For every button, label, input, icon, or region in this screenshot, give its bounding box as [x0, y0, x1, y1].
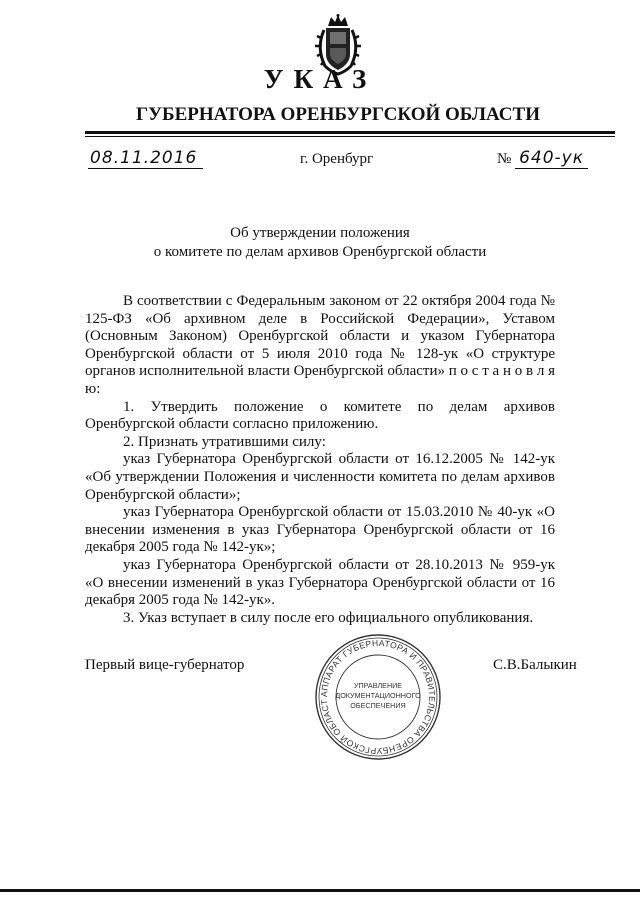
body-paragraph: указ Губернатора Оренбургской области от 16.12.2005 № 142-ук «Об утверждении Положения и численности комитета по делам архивов Оренбургской области»; [85, 451, 555, 503]
stamp-ring-text: АППАРАТ ГУБЕРНАТОРА И ПРАВИТЕЛЬСТВА ОРЕНБУРГСКОЙ ОБЛАСТ [318, 637, 438, 757]
document-date: 08.11.2016 [88, 148, 203, 169]
number-prefix: № [497, 151, 512, 167]
header-divider [85, 131, 615, 134]
stamp-center-line-3: ОБЕСПЕЧЕНИЯ [350, 701, 406, 710]
signatory-position: Первый вице-губернатор [85, 657, 245, 673]
body-paragraph: 2. Признать утратившими силу: [123, 433, 326, 450]
stamp-center-line-1: УПРАВЛЕНИЕ [353, 681, 403, 690]
body-paragraph: указ Губернатора Оренбургской области от 28.10.2013 № 959-ук «О внесении изменений в указ Губернатора Оренбургской области от 16 декабря 2005 года № 142-ук». [85, 556, 555, 609]
document-body [85, 293, 555, 627]
number-value: 640-ук [515, 148, 588, 169]
heading-line-2: о комитете по делам архивов Оренбургской области [153, 244, 487, 260]
document-title: УКАЗ [263, 64, 377, 94]
document-subtitle: ГУБЕРНАТОРА ОРЕНБУРГСКОЙ ОБЛАСТИ [136, 104, 540, 125]
document-city: г. Оренбург [300, 151, 374, 167]
official-stamp [313, 632, 443, 762]
body-paragraph: 1. Утвердить положение о комитете по делам архивов Оренбургской области согласно приложению. [85, 398, 555, 433]
document-heading [0, 224, 640, 262]
page-bottom-border [0, 889, 640, 892]
document-number [497, 148, 588, 169]
header-divider-thin [85, 136, 615, 137]
body-paragraph: В соответствии с Федеральным законом от 22 октября 2004 года № 125-ФЗ «Об архивном деле в Российской Федерации», Уставом (Основным Законом) Оренбургской области и указом Губернатора Оренбургской области от 5 июля 2010 года № 128-ук «О структуре органов исполнительной власти Оренбургской области» п о с т а н о в л я ю: [85, 293, 555, 397]
signatory-name: С.В.Балыкин [493, 657, 577, 673]
body-paragraph: 3. Указ вступает в силу после его официального опубликования. [123, 609, 534, 626]
body-paragraph: указ Губернатора Оренбургской области от 15.03.2010 № 40-ук «О внесении изменения в указ Губернатора Оренбургской области от 16 декабря 2005 года № 142-ук»; [85, 504, 555, 556]
heading-line-1: Об утверждении положения [230, 225, 410, 241]
stamp-center-line-2: ДОКУМЕНТАЦИОННОГО [335, 691, 421, 700]
